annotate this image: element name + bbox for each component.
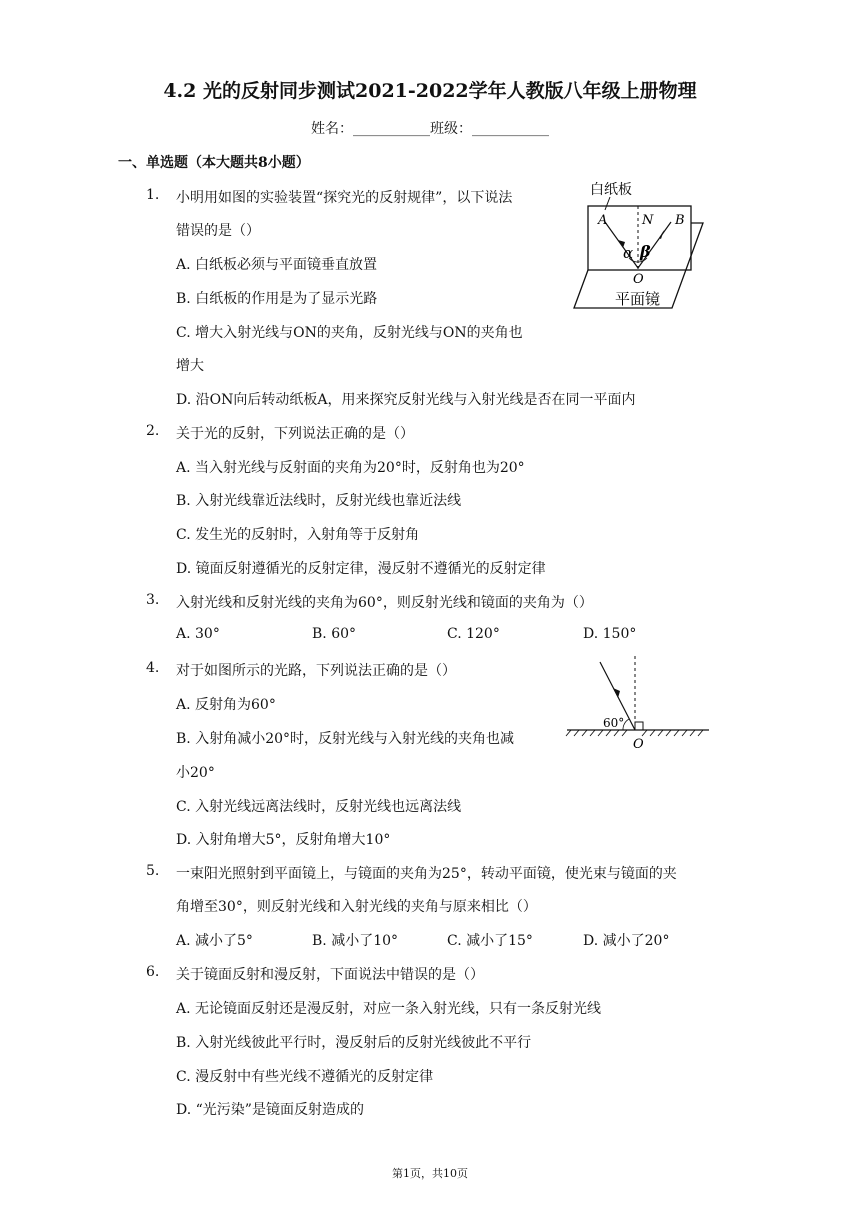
fig-board-label: 白纸板 xyxy=(590,182,632,198)
q4-number: 4. xyxy=(146,660,160,676)
fig-mirror-label: 平面镜 xyxy=(615,290,661,308)
student-info-line xyxy=(0,118,860,138)
fig-point-b: B xyxy=(675,213,685,228)
q3-option-b: B. 60° xyxy=(312,626,357,642)
q5-option-a: A. 减小了5° xyxy=(176,933,253,949)
q5-option-d: D. 减小了20° xyxy=(583,933,670,949)
fig-angle-label: 60° xyxy=(603,716,625,730)
q1-option-c-line2: 增大 xyxy=(176,358,204,374)
name-label: 姓名： xyxy=(311,121,353,137)
q4-option-c: C. 入射光线远离法线时，反射光线也远离法线 xyxy=(176,799,462,815)
q6-number: 6. xyxy=(146,964,160,980)
q3-option-d: D. 150° xyxy=(583,626,637,642)
q6-option-c: C. 漫反射中有些光线不遵循光的反射定律 xyxy=(176,1069,434,1085)
q1-number: 1. xyxy=(146,187,160,203)
q4-option-d: D. 入射角增大5°，反射角增大10° xyxy=(176,832,391,848)
q4-option-b-line2: 小20° xyxy=(176,765,215,781)
q5-option-b: B. 减小了10° xyxy=(312,933,399,949)
q6-option-b: B. 入射光线彼此平行时，漫反射后的反射光线彼此不平行 xyxy=(176,1035,532,1051)
q5-option-c: C. 减小了15° xyxy=(447,933,533,949)
q3-option-c: C. 120° xyxy=(447,626,500,642)
q2-option-a: A. 当入射光线与反射面的夹角为20°时，反射角也为20° xyxy=(176,460,525,476)
q2-option-b: B. 入射光线靠近法线时，反射光线也靠近法线 xyxy=(176,493,462,509)
q6-text: 关于镜面反射和漫反射，下面说法中错误的是（） xyxy=(176,967,484,983)
q6-option-d: D. “光污染”是镜面反射造成的 xyxy=(176,1102,364,1118)
q5-text-line2: 角增至30°，则反射光线和入射光线的夹角与原来相比（） xyxy=(176,899,537,915)
q1-option-d: D. 沿ON向后转动纸板A，用来探究反射光线与入射光线是否在同一平面内 xyxy=(176,392,636,408)
fig-point-o: O xyxy=(633,272,644,287)
section-heading: 一、单选题（本大题共8小题） xyxy=(118,155,310,171)
q4-option-b-line1: B. 入射角减小20°时，反射光线与入射光线的夹角也减 xyxy=(176,731,515,747)
q1-text-line1: 小明用如图的实验装置“探究光的反射规律”，以下说法 xyxy=(176,190,513,206)
fig-alpha: α xyxy=(623,244,634,262)
q2-option-c: C. 发生光的反射时，入射角等于反射角 xyxy=(176,527,420,543)
q3-option-a: A. 30° xyxy=(176,626,220,642)
q1-option-c-line1: C. 增大入射光线与ON的夹角，反射光线与ON的夹角也 xyxy=(176,325,523,341)
q6-option-a: A. 无论镜面反射还是漫反射，对应一条入射光线，只有一条反射光线 xyxy=(176,1001,602,1017)
q1-text-line2: 错误的是（） xyxy=(176,223,260,239)
q5-text-line1: 一束阳光照射到平面镜上，与镜面的夹角为25°，转动平面镜，使光束与镜面的夹 xyxy=(176,866,677,882)
name-blank: ___________ xyxy=(353,121,430,137)
q3-text: 入射光线和反射光线的夹角为60°，则反射光线和镜面的夹角为（） xyxy=(176,595,593,611)
q2-option-d: D. 镜面反射遵循光的反射定律，漫反射不遵循光的反射定律 xyxy=(176,561,546,577)
q4-option-a: A. 反射角为60° xyxy=(176,697,276,713)
class-blank: ___________ xyxy=(472,121,549,137)
q5-number: 5. xyxy=(146,863,160,879)
fig-point-o: O xyxy=(633,737,644,752)
fig-point-n: N xyxy=(642,213,654,228)
q1-option-b: B. 白纸板的作用是为了显示光路 xyxy=(176,291,378,307)
q1-option-a: A. 白纸板必须与平面镜垂直放置 xyxy=(176,257,378,273)
q4-text: 对于如图所示的光路，下列说法正确的是（） xyxy=(176,663,456,679)
q2-text: 关于光的反射，下列说法正确的是（） xyxy=(176,426,414,442)
class-label: 班级： xyxy=(430,121,472,137)
fig-beta: β xyxy=(640,242,651,261)
q1-figure xyxy=(565,178,715,318)
q4-figure xyxy=(563,656,713,752)
page-footer: 第1页，共10页 xyxy=(392,1167,468,1180)
page-title: 4.2 光的反射同步测试2021-2022学年人教版八年级上册物理 xyxy=(163,80,697,102)
q2-number: 2. xyxy=(146,423,160,439)
q3-number: 3. xyxy=(146,592,160,608)
fig-point-a: A xyxy=(598,213,608,228)
